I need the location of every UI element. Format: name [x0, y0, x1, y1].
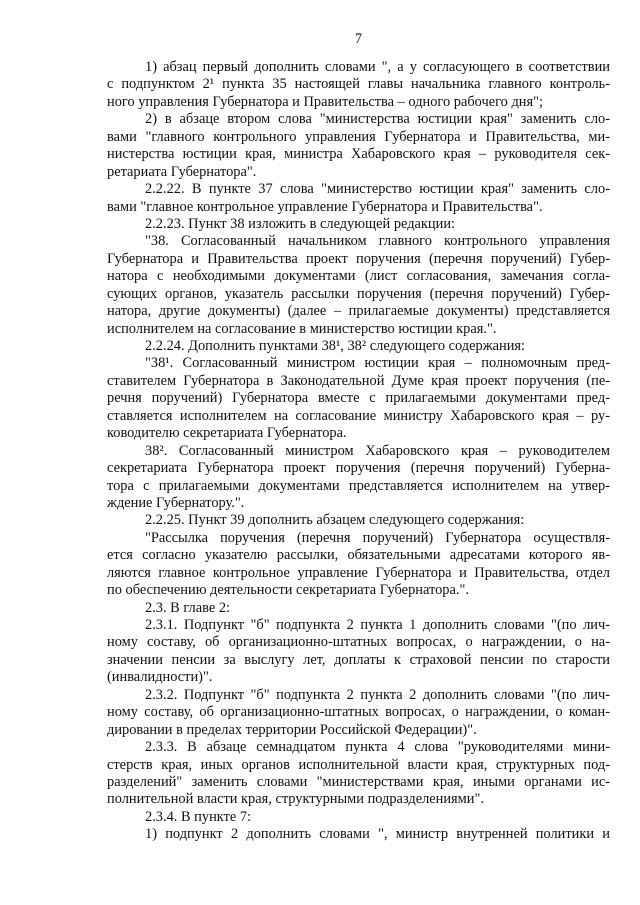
text-line: 2) в абзаце втором слова "министерства юстиции края" заменить сло-	[145, 111, 610, 128]
text-line: секретариата Губернатора проект поручения (перечня поручений) Губерна-	[107, 460, 610, 477]
text-line: ждение Губернатору.".	[107, 494, 245, 511]
text-line: ному составу, об организационно-штатных вопросах, о награждении, о на-	[107, 634, 610, 651]
paragraph	[107, 181, 610, 216]
text-line: ному составу, об организационно-штатных вопросах, о награждении, о коман-	[107, 704, 610, 721]
paragraph	[107, 338, 610, 355]
text-line: вами "главное контрольное управление Губернатора и Правительства".	[107, 198, 543, 215]
text-line: 1) подпункт 2 дополнить словами ", министр внутренней политики и	[145, 826, 610, 843]
text-line: сующих органов, указатель рассылки поручения (перечня поручений) Губер-	[107, 285, 610, 302]
text-line: ляются главное контрольное управление Губернатора и Правительства, отдел	[107, 564, 610, 581]
paragraph	[107, 809, 610, 826]
text-line: натора, другие документы) (далее – прилагаемые документы) представляется	[107, 303, 610, 320]
text-line: ставителем Губернатора в Законодательной Думе края проект поручения (пе-	[107, 372, 610, 389]
paragraph	[107, 826, 610, 843]
text-line: нистерства юстиции края, министра Хабаровского края – руководителя сек-	[107, 146, 610, 163]
text-line: "38. Согласованный начальником главного контрольного управления	[145, 233, 610, 250]
text-line: 2.3.3. В абзаце семнадцатом пункта 4 слова "руководителями мини-	[145, 739, 610, 756]
text-line: 1) абзац первый дополнить словами ", а у согласующего в соответствии	[145, 59, 610, 75]
text-line: 2.2.22. В пункте 37 слова "министерство юстиции края" заменить сло-	[145, 181, 610, 198]
paragraph	[107, 233, 610, 338]
text-line: речня поручений) Губернатора вместе с прилагаемыми документами пред-	[107, 390, 610, 407]
text-line: Губернатора и Правительства проект поручения (перечня поручений) Губер-	[107, 250, 610, 267]
text-line: ководителю секретариата Губернатора.	[107, 425, 347, 442]
text-line: полнительной власти края, структурными подразделениями".	[107, 791, 484, 808]
text-line: 2.3. В главе 2:	[145, 599, 231, 616]
paragraph	[107, 216, 610, 233]
text-line: значении пенсии за выслугу лет, доплаты к страховой пенсии по старости	[107, 651, 610, 668]
page-number: 7	[354, 31, 363, 47]
text-line: ретариата Губернатора".	[107, 163, 257, 180]
text-line: 38². Согласованный министром Хабаровского края – руководителем	[145, 442, 610, 459]
paragraph	[107, 687, 610, 739]
text-line: натора с необходимыми документами (лист согласования, замечания согла-	[107, 268, 610, 285]
text-line: 2.3.2. Подпункт "б" подпункта 2 пункта 2 дополнить словами "(по лич-	[145, 686, 610, 703]
text-line: ного управления Губернатора и Правительства – одного рабочего дня";	[107, 93, 543, 110]
text-line: по обеспечению деятельности секретариата Губернатора.".	[107, 582, 469, 599]
paragraph	[107, 355, 610, 442]
text-line: дировании в пределах территории Российской Федерации)".	[107, 721, 477, 738]
text-line: разделений" заменить словами "министерствами края, иными органами ис-	[107, 773, 610, 790]
document-body	[107, 59, 610, 844]
text-line: 2.2.23. Пункт 38 изложить в следующей редакции:	[145, 215, 456, 232]
text-line: стерств края, иных органов исполнительной власти края, структурных под-	[107, 756, 610, 773]
text-line: вами "главного контрольного управления Губернатора и Правительства, ми-	[107, 128, 610, 145]
text-line: "38¹. Согласованный министром юстиции края – полномочным пред-	[145, 355, 610, 372]
text-line: ставляется исполнителем на согласование министру Хабаровского края – ру-	[107, 407, 610, 424]
text-line: исполнителем на согласование в министерство юстиции края.".	[107, 320, 497, 337]
text-line: тора с прилагаемыми документами представляется исполнителем на утвер-	[107, 477, 610, 494]
paragraph	[107, 600, 610, 617]
paragraph	[107, 530, 610, 600]
paragraph	[107, 59, 610, 111]
text-line: с подпунктом 2¹ пункта 35 настоящей главы начальника главного контроль-	[107, 76, 610, 93]
text-line: 2.2.25. Пункт 39 дополнить абзацем следующего содержания:	[145, 512, 525, 529]
text-line: ется согласно указателю рассылки, обязательными адресатами которого яв-	[107, 547, 610, 564]
text-line: 2.3.4. В пункте 7:	[145, 808, 252, 825]
paragraph	[107, 617, 610, 687]
text-line: 2.3.1. Подпункт "б" подпункта 2 пункта 1 дополнить словами "(по лич-	[145, 617, 610, 633]
paragraph	[107, 512, 610, 529]
text-line: 2.2.24. Дополнить пунктами 38¹, 38² следующего содержания:	[145, 338, 526, 354]
paragraph	[107, 739, 610, 809]
paragraph	[107, 443, 610, 513]
text-line: "Рассылка поручения (перечня поручений) Губернатора осуществля-	[145, 529, 610, 546]
text-line: (инвалидности)".	[107, 669, 213, 686]
paragraph	[107, 111, 610, 181]
